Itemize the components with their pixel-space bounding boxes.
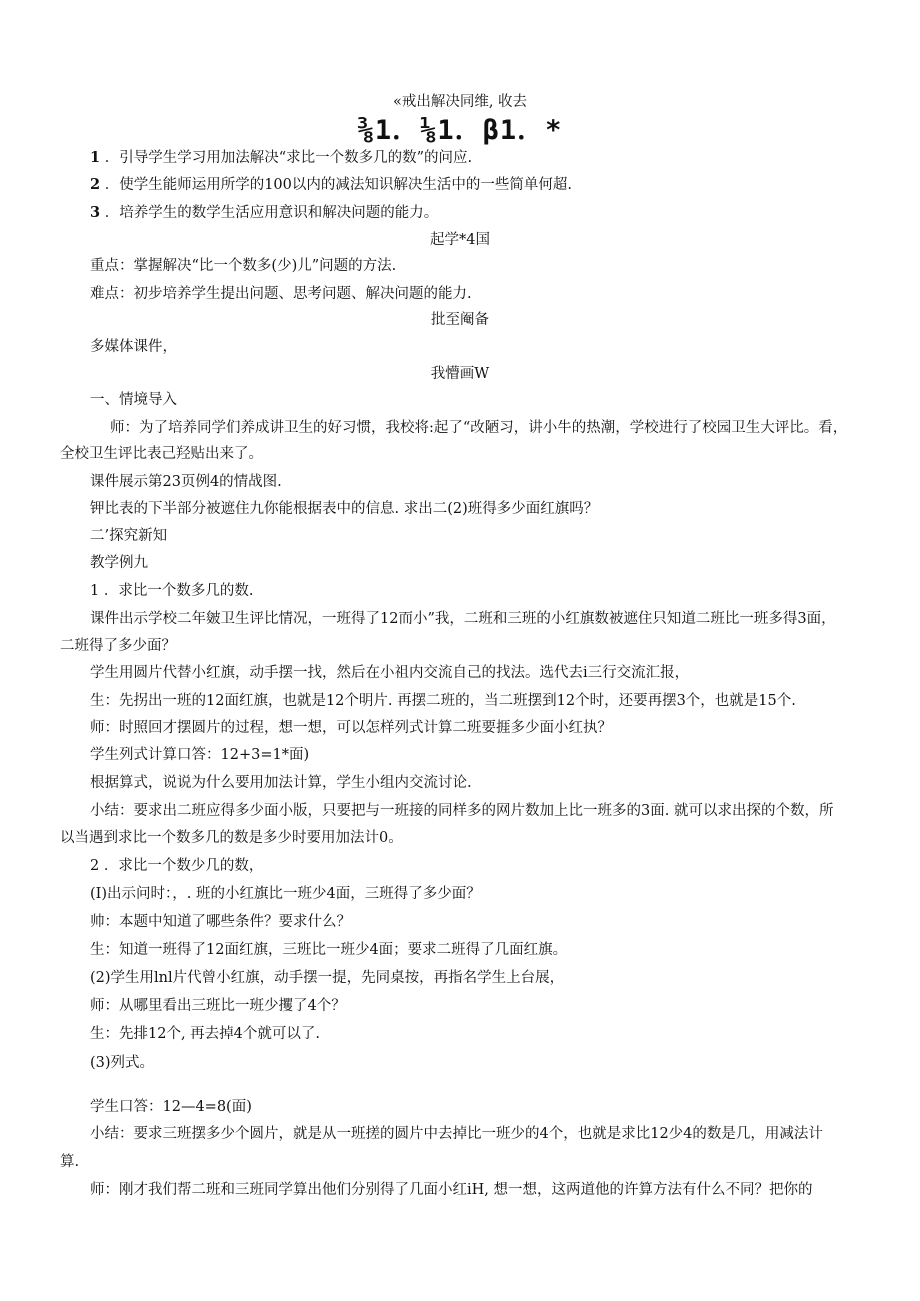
objective-3-number: 3: [90, 204, 101, 221]
paragraph: 钾比表的下半部分被遮住九你能根据表中的信息. 求出二(2)班得多少面红旗吗？: [90, 501, 599, 517]
paragraph: 课件展示第23页例4的情战图.: [90, 474, 282, 490]
process-title: 我懵画W: [430, 366, 490, 382]
paragraph: 二’探究新知: [90, 528, 168, 544]
paragraph: 根据算式，说说为什么要用加法计算，学生小组内交流讨论.: [90, 775, 472, 791]
paragraph: 教学例九: [90, 555, 148, 571]
paragraph: 帅：本题中知道了哪些条件？要求什么？: [90, 914, 351, 930]
objective-1-number: 1: [90, 149, 101, 166]
paragraph: 小结：要求出二班应得多少面小版，只要把与一班接的同样多的网片数加上比一班多的3面. 就可以求出探的个数，所: [90, 803, 834, 819]
paragraph: (I)出示问时：，. 班的小红旗比一班少4面，三班得了多少面？: [90, 886, 481, 902]
objective-2-number: 2: [90, 176, 101, 193]
objective-1-text: ．引导学生学习用加法解决“求比一个数多几的数”的问应.: [104, 150, 473, 166]
paragraph-continued: 算.: [60, 1154, 80, 1170]
paragraph: 师：从哪里看出三班比一班少攫了4个？: [90, 998, 346, 1014]
prep-title: 批至阉备: [431, 312, 489, 328]
objective-3-text: ．培养学生的数学生活应用意识和解决问题的能力。: [104, 205, 439, 221]
paragraph: 学生列式计算口答：12+3=1*面): [90, 747, 310, 763]
paragraph-continued: 全校卫生评比表己羟贴出来了。: [60, 446, 263, 462]
paragraph: 1 ．求比一个数多几的数.: [90, 583, 254, 599]
objective-1: [90, 148, 472, 168]
difficulty: 难点：初步培养学生提出问题、思考问题、解决问题的能力.: [90, 286, 472, 302]
paragraph: 小结：要求三班摆多少个圆片，就是从一班搓的圆片中去掉比一班少的4个，也就是求比12少4的数是几，用减法计: [90, 1126, 823, 1142]
prep-text: 多媒体课件，: [90, 339, 177, 355]
paragraph: (3)列式。: [90, 1055, 155, 1071]
paragraph: 生：先排12个, 再去掉4个就可以了.: [90, 1026, 321, 1042]
paragraph: 师：刚才我们帮二班和三班同学算出他们分别得了几面小红iH, 想一想，这两道他的许算方法有什么不同？把你的: [90, 1182, 813, 1198]
paragraph: 生：先拐出一班的12面红旗，也就是12个明片. 再摆二班的，当二班摆到12个时，还要再摆3个，也就是15个.: [90, 693, 796, 709]
paragraph: 课件出示学校二年皴卫生评比情况，一班得了12而小”我，二班和三班的小红旗数被遮住只知道二班比一班多得3面，: [90, 611, 836, 627]
objective-2: [90, 175, 572, 195]
key-point: 重点：掌握解决“比一个数多(少)儿”问题的方法.: [90, 258, 397, 274]
paragraph: 生：知道一班得了12面红旗，三班比一班少4面；要求二班得了几面红旗。: [90, 942, 568, 958]
objective-3: [90, 203, 438, 223]
paragraph: (2)学生用lnl片代曾小红旗，动手摆一提，先同桌按，再指名学生上台展，: [90, 970, 565, 986]
paragraph: 学生口答：12—4=8(面): [90, 1099, 252, 1115]
paragraph: 学生用圆片代替小红旗，动手摆一找，然后在小祖内交流自己的找法。选代去i三行交流汇报，: [90, 665, 690, 681]
objective-2-text: ．使学生能师运用所学的100以内的减法知识解决生活中的一些简单何超.: [104, 177, 572, 193]
paragraph: 2 ．求比一个数少几的数，: [90, 858, 264, 874]
paragraph: 师：为了培养同学们养成讲卫生的好习惯，我校将:起了“改陋习，讲小牛的热潮，学校进行了校园卫生大评比。看，: [110, 420, 848, 436]
paragraph: 师：时照回才摆圆片的过程，想一想，可以怎样列式计算二班要捱多少面小红执？: [90, 720, 612, 736]
top-title: «戒出解决同维, 收去: [392, 94, 528, 110]
paragraph-continued: 二班得了多少面？: [60, 638, 176, 654]
key-points-title: 起学*4国: [430, 232, 490, 248]
paragraph: 一、情境导入: [90, 392, 177, 408]
garbled-title: ⅜1．⅛1．β1．*: [357, 115, 563, 146]
paragraph-continued: 以当遇到求比一个数多几的数是多少时要用加法计0。: [60, 830, 403, 846]
